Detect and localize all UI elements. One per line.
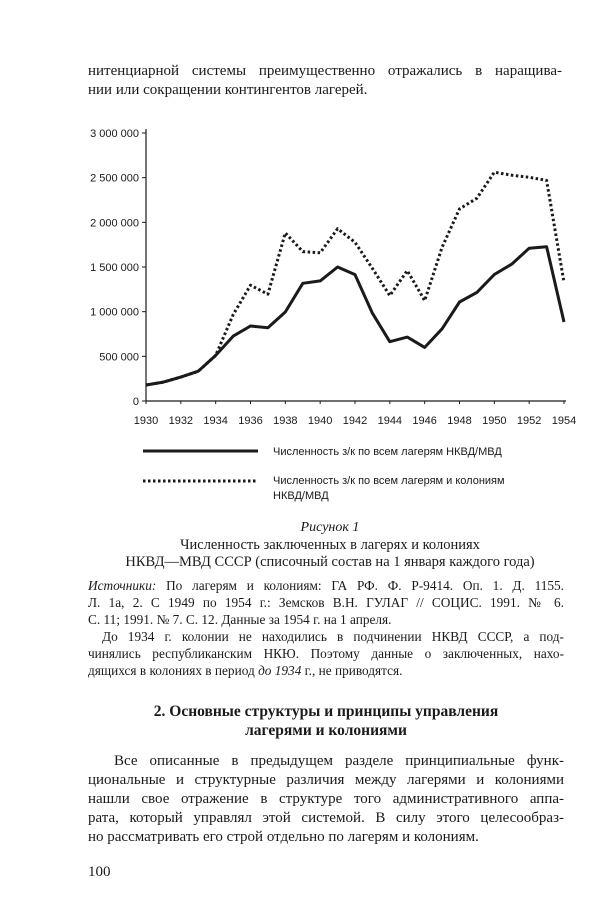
legend-dotted-label-line1: Численность з/к по всем лагерям и колониям <box>273 475 505 487</box>
section-title-line2: лагерями и колониями <box>245 722 407 739</box>
legend-dotted-label-line2: НКВД/МВД <box>273 490 329 502</box>
sources-line: С. 11; 1991. № 7. С. 12. Данные за 1954 г. на 1 апреля. <box>88 612 392 627</box>
note-line: До 1934 г. колонии не находились в подчинении НКВД СССР, а под- <box>102 629 564 644</box>
x-tick-label: 1936 <box>238 415 263 427</box>
page-number: 100 <box>88 864 111 880</box>
chart-legend <box>143 446 505 502</box>
note-text: дящихся в колониях в период <box>88 663 259 678</box>
legend-solid-label: Численность з/к по всем лагерям НКВД/МВД <box>273 446 502 458</box>
note-line <box>88 662 564 679</box>
sources-block <box>88 577 564 679</box>
section-title-line1: 2. Основные структуры и принципы управления <box>153 703 499 720</box>
sources-text: По лагерям и колониям: ГА РФ. Ф. Р-9414. Оп. 1. Д. 1155. <box>156 578 564 593</box>
note-text: г., не приводятся. <box>301 663 403 678</box>
x-tick-label: 1940 <box>307 415 333 427</box>
x-tick-label: 1930 <box>133 415 159 427</box>
intro-paragraph <box>88 62 562 100</box>
note-line: чинялись республиканским НКЮ. Поэтому данные о заключенных, нахо- <box>88 646 564 661</box>
body-line: рата, который управлял этой системой. В силу этого целесообраз- <box>88 810 564 826</box>
x-tick-label: 1944 <box>377 415 403 427</box>
y-tick-label: 1 500 000 <box>90 262 139 274</box>
y-tick-label: 2 000 000 <box>90 217 139 230</box>
x-tick-label: 1952 <box>516 415 542 427</box>
chart-series <box>146 172 564 385</box>
body-line: Все описанные в предыдущем разделе принципиальные функ- <box>114 753 564 769</box>
figure-caption-line2: НКВД—МВД СССР (списочный состав на 1 января каждого года) <box>125 554 535 570</box>
x-tick-label: 1950 <box>482 415 507 427</box>
body-paragraph <box>88 752 564 847</box>
body-line: но рассматривать его строй отдельно по лагерям и колониям. <box>88 829 479 845</box>
y-tick-label: 500 000 <box>99 351 139 364</box>
y-axis-ticks <box>90 128 146 408</box>
sources-line: Л. 1а, 2. С 1949 по 1954 г.: Земсков В.Н. ГУЛАГ // СОЦИС. 1991. № 6. <box>88 595 564 610</box>
x-tick-label: 1934 <box>203 415 228 427</box>
note-italic: до 1934 <box>258 663 302 678</box>
prisoners-line-chart <box>0 118 600 510</box>
body-line: нашли свое отражение в структуре того административного аппа- <box>88 791 564 807</box>
y-tick-label: 1 000 000 <box>90 306 139 319</box>
figure-caption-line1: Численность заключенных в лагерях и колониях <box>180 537 480 553</box>
x-tick-label: 1946 <box>412 415 437 427</box>
x-tick-label: 1942 <box>342 415 368 427</box>
section-heading <box>88 702 564 740</box>
y-tick-label: 3 000 000 <box>90 128 139 140</box>
y-tick-label: 0 <box>132 396 139 408</box>
series-line-camps <box>146 247 564 385</box>
intro-line: нитенциарной системы преимущественно отражались в наращива- <box>88 63 562 79</box>
x-tick-label: 1948 <box>447 415 472 427</box>
y-tick-label: 2 500 000 <box>90 172 139 185</box>
intro-line: нии или сокращении контингентов лагерей. <box>88 82 368 98</box>
x-tick-label: 1932 <box>168 415 194 427</box>
sources-line <box>88 577 564 594</box>
sources-label: Источники: <box>88 578 157 593</box>
series-line-camps-and-colonies <box>146 172 564 385</box>
x-tick-label: 1938 <box>273 415 298 427</box>
x-axis-ticks <box>134 401 576 427</box>
body-line: циональные и структурные различия между лагерями и колониями <box>88 772 564 788</box>
x-tick-label: 1954 <box>551 415 577 427</box>
figure-label: Рисунок 1 <box>300 520 360 535</box>
